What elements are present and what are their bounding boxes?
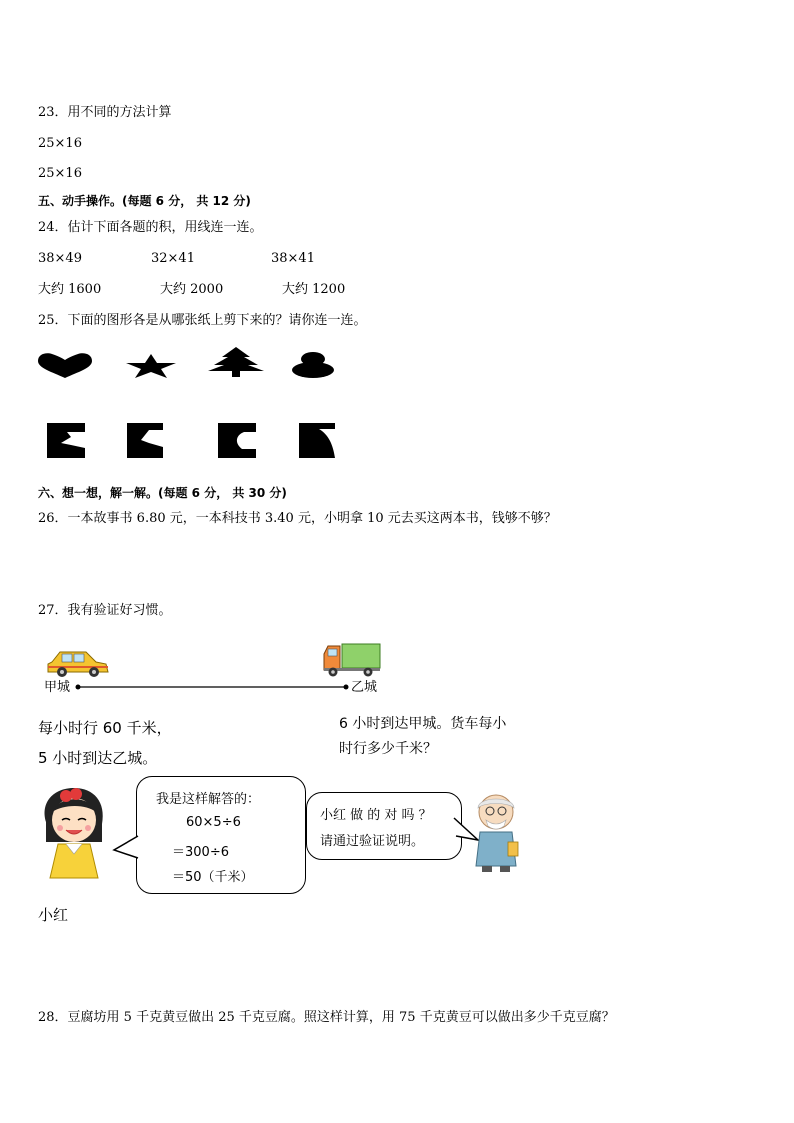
q24-title: 24．估计下面各题的积，用线连一连。 bbox=[38, 220, 263, 235]
q24-estimate-1: 大约 1600 bbox=[38, 282, 102, 297]
cut-paper-1 bbox=[47, 423, 85, 458]
q27-title: 27．我有验证好习惯。 bbox=[38, 603, 172, 618]
truck-info-line1: 6 小时到达甲城。货车每小 bbox=[339, 716, 507, 732]
truck-icon bbox=[322, 642, 382, 678]
q24-estimate-2: 大约 2000 bbox=[160, 282, 224, 297]
section5-title: 五、动手操作。(每题 6 分， 共 12 分) bbox=[38, 194, 251, 208]
tree-icon bbox=[208, 347, 264, 377]
section6-title: 六、想一想，解一解。(每题 6 分， 共 30 分) bbox=[38, 486, 287, 500]
grandpa-icon bbox=[468, 790, 524, 874]
car-icon bbox=[46, 648, 110, 678]
cut-paper-2 bbox=[127, 423, 163, 458]
q23-line2: 25×16 bbox=[38, 166, 82, 181]
girl-name-label: 小红 bbox=[38, 906, 69, 924]
q26-title: 26．一本故事书 6.80 元，一本科技书 3.40 元，小明拿 10 元去买这两本书，钱够不够？ bbox=[38, 511, 557, 526]
stacked-ellipse-icon bbox=[291, 351, 335, 379]
car-info-line1: 每小时行 60 千米， bbox=[38, 719, 172, 737]
cut-paper-4 bbox=[299, 423, 335, 458]
q23-line1: 25×16 bbox=[38, 136, 82, 151]
q24-estimate-3: 大约 1200 bbox=[282, 282, 346, 297]
city-a-label: 甲城 bbox=[44, 680, 71, 695]
q23-title: 23．用不同的方法计算 bbox=[38, 105, 172, 120]
city-b-label: 乙城 bbox=[351, 680, 378, 695]
girl-bubble-line1: 我是这样解答的： bbox=[156, 792, 261, 807]
star-icon bbox=[126, 354, 176, 378]
girl-bubble-tail bbox=[114, 836, 140, 860]
car-info-line2: 5 小时到达乙城。 bbox=[38, 749, 158, 767]
heart-icon bbox=[38, 352, 92, 378]
girl-bubble-line2: 60×5÷6 bbox=[186, 815, 241, 830]
cut-paper-3 bbox=[218, 423, 256, 458]
girl-icon bbox=[36, 782, 112, 882]
road-line bbox=[74, 683, 350, 691]
truck-info-line2: 时行多少千米？ bbox=[339, 741, 437, 757]
q24-expr-3: 38×41 bbox=[271, 251, 315, 266]
girl-bubble-line3: ＝300÷6 bbox=[172, 845, 229, 860]
grandpa-speech-bubble bbox=[306, 792, 462, 860]
girl-bubble-line4: ＝50（千米） bbox=[172, 870, 254, 885]
q24-expr-2: 32×41 bbox=[151, 251, 195, 266]
q24-expr-1: 38×49 bbox=[38, 251, 82, 266]
q25-title: 25．下面的图形各是从哪张纸上剪下来的？请你连一连。 bbox=[38, 313, 367, 328]
grandpa-bubble-line1: 小红 做 的 对 吗 ？ bbox=[320, 808, 432, 823]
q28-title: 28．豆腐坊用 5 千克黄豆做出 25 千克豆腐。照这样计算，用 75 千克黄豆可以做出多少千克豆腐？ bbox=[38, 1010, 615, 1025]
grandpa-bubble-line2: 请通过验证说明。 bbox=[320, 834, 425, 849]
